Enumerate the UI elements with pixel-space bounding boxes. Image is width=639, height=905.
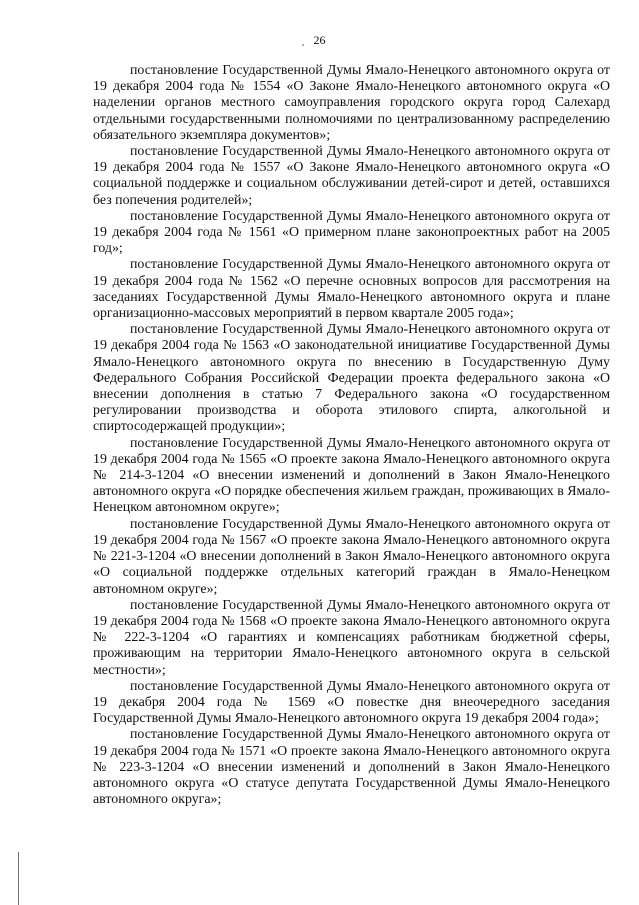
resolution-item-1567: постановление Государственной Думы Ямало-Ненецкого автономного округа от 19 декабря 2004 года № 1567 «О проекте закона Ямало-Ненецкого автономного округа № 221-3-1204 «О внесении дополнений в Закон Ямало-Ненецкого автономного округа «О социальной поддержке отдельных категорий граждан в Ямало-Ненецком автономном округе»; <box>93 516 610 597</box>
resolution-item-1571: постановление Государственной Думы Ямало-Ненецкого автономного округа от 19 декабря 2004 года № 1571 «О проекте закона Ямало-Ненецкого автономного округа № 223-3-1204 «О внесении изменений и дополнений в Закон Ямало-Ненецкого автономного округа «О статусе депутата Государственной Думы Ямало-Ненецкого автономного округа»; <box>93 727 610 808</box>
resolution-item-1562: постановление Государственной Думы Ямало-Ненецкого автономного округа от 19 декабря 2004 года № 1562 «О перечне основных вопросов для рассмотрения на заседаниях Государственной Думы Ямало-Ненецкого автономного округа и плане организационно-массовых мероприятий в первом квартале 2005 года»; <box>93 257 610 322</box>
document-body <box>93 63 610 808</box>
scan-artifact-dot <box>302 44 304 46</box>
resolution-item-1569: постановление Государственной Думы Ямало-Ненецкого автономного округа от 19 декабря 2004 года № 1569 «О повестке дня внеочередного заседания Государственной Думы Ямало-Ненецкого автономного округа 19 декабря 2004 года»; <box>93 678 610 727</box>
resolution-item-1557: постановление Государственной Думы Ямало-Ненецкого автономного округа от 19 декабря 2004 года № 1557 «О Законе Ямало-Ненецкого автономного округа «О социальной поддержке и социальном обслуживании детей-сирот и детей, оставшихся без попечения родителей»; <box>93 144 610 208</box>
resolution-item-1568: постановление Государственной Думы Ямало-Ненецкого автономного округа от 19 декабря 2004 года № 1568 «О проекте закона Ямало-Ненецкого автономного округа № 222-3-1204 «О гарантиях и компенсациях работникам бюджетной сферы, проживающим на территории Ямало-Ненецкого автономного округа в сельской местности»; <box>93 597 610 678</box>
page-number: 26 <box>313 33 326 47</box>
scan-edge-line <box>18 852 19 905</box>
resolution-item-1563: постановление Государственной Думы Ямало-Ненецкого автономного округа от 19 декабря 2004 года № 1563 «О законодательной инициативе Государственной Думы Ямало-Ненецкого автономного округа по внесению в Государственную Думу Федерального Собрания Российской Федерации проекта федерального закона «О внесении дополнения в статью 7 Федерального закона «О государственном регулировании производства и оборота этилового спирта, алкогольной и спиртосодержащей продукции»; <box>93 322 610 435</box>
resolution-item-1561: постановление Государственной Думы Ямало-Ненецкого автономного округа от 19 декабря 2004 года № 1561 «О примерном плане законопроектных работ на 2005 год»; <box>93 208 610 257</box>
resolution-item-1554: постановление Государственной Думы Ямало-Ненецкого автономного округа от 19 декабря 2004 года № 1554 «О Законе Ямало-Ненецкого автономного округа «О наделении органов местного самоуправления городского округа город Салехард отдельными государственными полномочиями по централизованному распределению обязательного экземпляра документов»; <box>93 63 610 143</box>
resolution-item-1565: постановление Государственной Думы Ямало-Ненецкого автономного округа от 19 декабря 2004 года № 1565 «О проекте закона Ямало-Ненецкого автономного округа № 214-3-1204 «О внесении изменений и дополнений в Закон Ямало-Ненецкого автономного округа «О порядке обеспечения жильем граждан, проживающих в Ямало-Ненецком автономном округе»; <box>93 435 610 516</box>
